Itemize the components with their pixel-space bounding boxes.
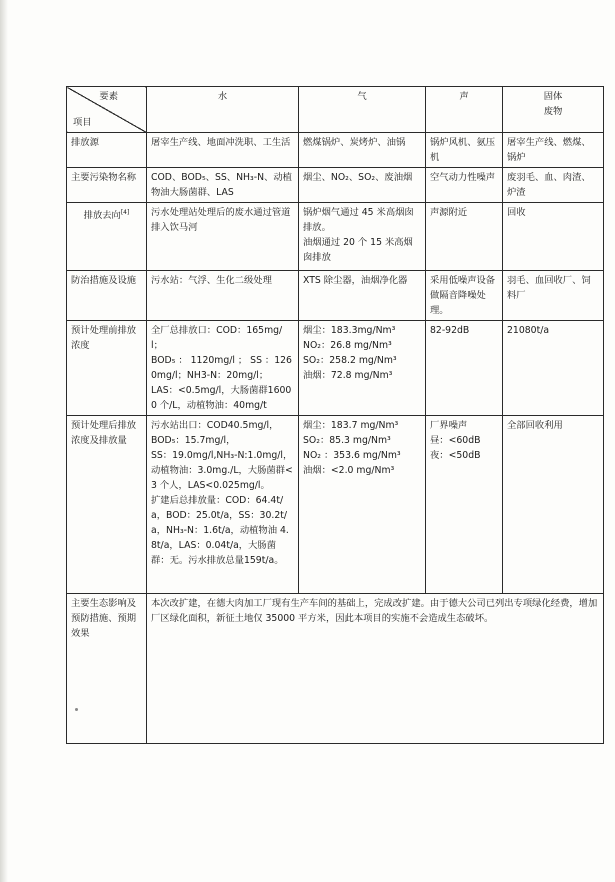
header-item-label: 项目 bbox=[73, 117, 92, 128]
row-discharge-destination bbox=[67, 203, 604, 271]
cell-gas: 烟尘、NO₂、SO₂、废油烟 bbox=[299, 168, 426, 203]
cell-solid: 21080t/a bbox=[503, 321, 604, 416]
row-prevention-measures bbox=[67, 271, 604, 321]
cell-noise: 锅炉风机、氨压机 bbox=[426, 133, 503, 168]
cell-gas: 燃煤锅炉、炭烤炉、油锅 bbox=[299, 133, 426, 168]
eco-impact-text: 本次改扩建，在德大肉加工厂现有生产车间的基础上，完成改扩建。由于德大公司已列出专项绿化经费，增加厂区绿化面积，新征土地仅 35000 平方米，因此本项目的实施不会造成生态破坏。 bbox=[147, 594, 604, 744]
cell-gas: 烟尘：183.7 mg/Nm³ SO₂：85.3 mg/Nm³ NO₂ ：353.6 mg/Nm³ 油烟：<2.0 mg/Nm³ bbox=[299, 416, 426, 594]
cell-solid: 废羽毛、血、肉渣、炉渣 bbox=[503, 168, 604, 203]
cell-water: 污水站出口：COD40.5mg/l， BOD₅：15.7mg/l， SS：19.0mg/l,NH₃-N:1.0mg/l，动植物油：3.0mg./L，大肠菌群<3 个人，LAS<0.025mg/l。 扩建后总排放量：COD：64.4t/a，BOD：25.0t/a，SS：30.2t/a，NH₃-N：1.6t/a，动植物油 4.8t/a，LAS：0.04t/a，大肠菌群：无。污水排放总量159t/a。 bbox=[147, 416, 299, 594]
cell-solid: 屠宰生产线、燃煤、锅炉 bbox=[503, 133, 604, 168]
row-label: 主要生态影响及预防措施、预期效果 bbox=[67, 594, 147, 744]
row-label: 排放去向 bbox=[83, 210, 121, 222]
cell-gas: 锅炉烟气通过 45 米高烟囱排放。 油烟通过 20 个 15 米高烟囱排放 bbox=[299, 203, 426, 271]
page-edge-shadow bbox=[0, 0, 8, 882]
row-label: 预计处理前排放浓度 bbox=[67, 321, 147, 416]
footnote-marker: [4] bbox=[120, 209, 130, 216]
cell-noise: 空气动力性噪声 bbox=[426, 168, 503, 203]
header-gas: 气 bbox=[299, 87, 426, 133]
header-solid-waste: 固体 废物 bbox=[503, 87, 604, 133]
cell-noise: 厂界噪声 昼：<60dB 夜：<50dB bbox=[426, 416, 503, 594]
header-noise: 声 bbox=[426, 87, 503, 133]
row-label: 防治措施及设施 bbox=[67, 271, 147, 321]
header-water: 水 bbox=[147, 87, 299, 133]
diagonal-header-cell bbox=[67, 87, 147, 133]
cell-solid: 回收 bbox=[503, 203, 604, 271]
row-main-pollutants bbox=[67, 168, 604, 203]
row-label: 预计处理后排放浓度及排放量 bbox=[67, 416, 147, 594]
row-label: 排放源 bbox=[67, 133, 147, 168]
environmental-impact-table bbox=[66, 86, 604, 744]
row-label-cell bbox=[67, 203, 147, 271]
row-post-treatment-concentration bbox=[67, 416, 604, 594]
cell-water: COD、BOD₅、SS、NH₃-N、动植物油大肠菌群、LAS bbox=[147, 168, 299, 203]
row-pre-treatment-concentration bbox=[67, 321, 604, 416]
cell-water: 污水处理站处理后的废水通过管道排入饮马河 bbox=[147, 203, 299, 271]
cell-gas: XTS 除尘器，油烟净化器 bbox=[299, 271, 426, 321]
header-row bbox=[67, 87, 604, 133]
cell-noise: 82-92dB bbox=[426, 321, 503, 416]
cell-noise: 采用低噪声设备做隔音降噪处理。 bbox=[426, 271, 503, 321]
cell-solid: 羽毛、血回收厂、饲料厂 bbox=[503, 271, 604, 321]
row-emission-source bbox=[67, 133, 604, 168]
row-label: 主要污染物名称 bbox=[67, 168, 147, 203]
cell-solid: 全部回收利用 bbox=[503, 416, 604, 594]
header-factor-label: 要素 bbox=[99, 91, 118, 102]
cell-noise: 声源附近 bbox=[426, 203, 503, 271]
cell-water: 屠宰生产线、地面冲洗职、工生活 bbox=[147, 133, 299, 168]
cell-water: 全厂总排放口：COD：165mg/l； BOD₅ ： 1120mg/l ； SS ：1260mg/l；NH3-N：20mg/l； LAS：<0.5mg/l，大肠菌群16000 个/L，动植物油：40mg/t bbox=[147, 321, 299, 416]
row-ecological-impact bbox=[67, 594, 604, 744]
scan-speck bbox=[75, 708, 78, 711]
cell-gas: 烟尘：183.3mg/Nm³ NO₂：26.8 mg/Nm³ SO₂：258.2 mg/Nm³ 油烟：72.8 mg/Nm³ bbox=[299, 321, 426, 416]
cell-water: 污水站：气浮、生化二级处理 bbox=[147, 271, 299, 321]
